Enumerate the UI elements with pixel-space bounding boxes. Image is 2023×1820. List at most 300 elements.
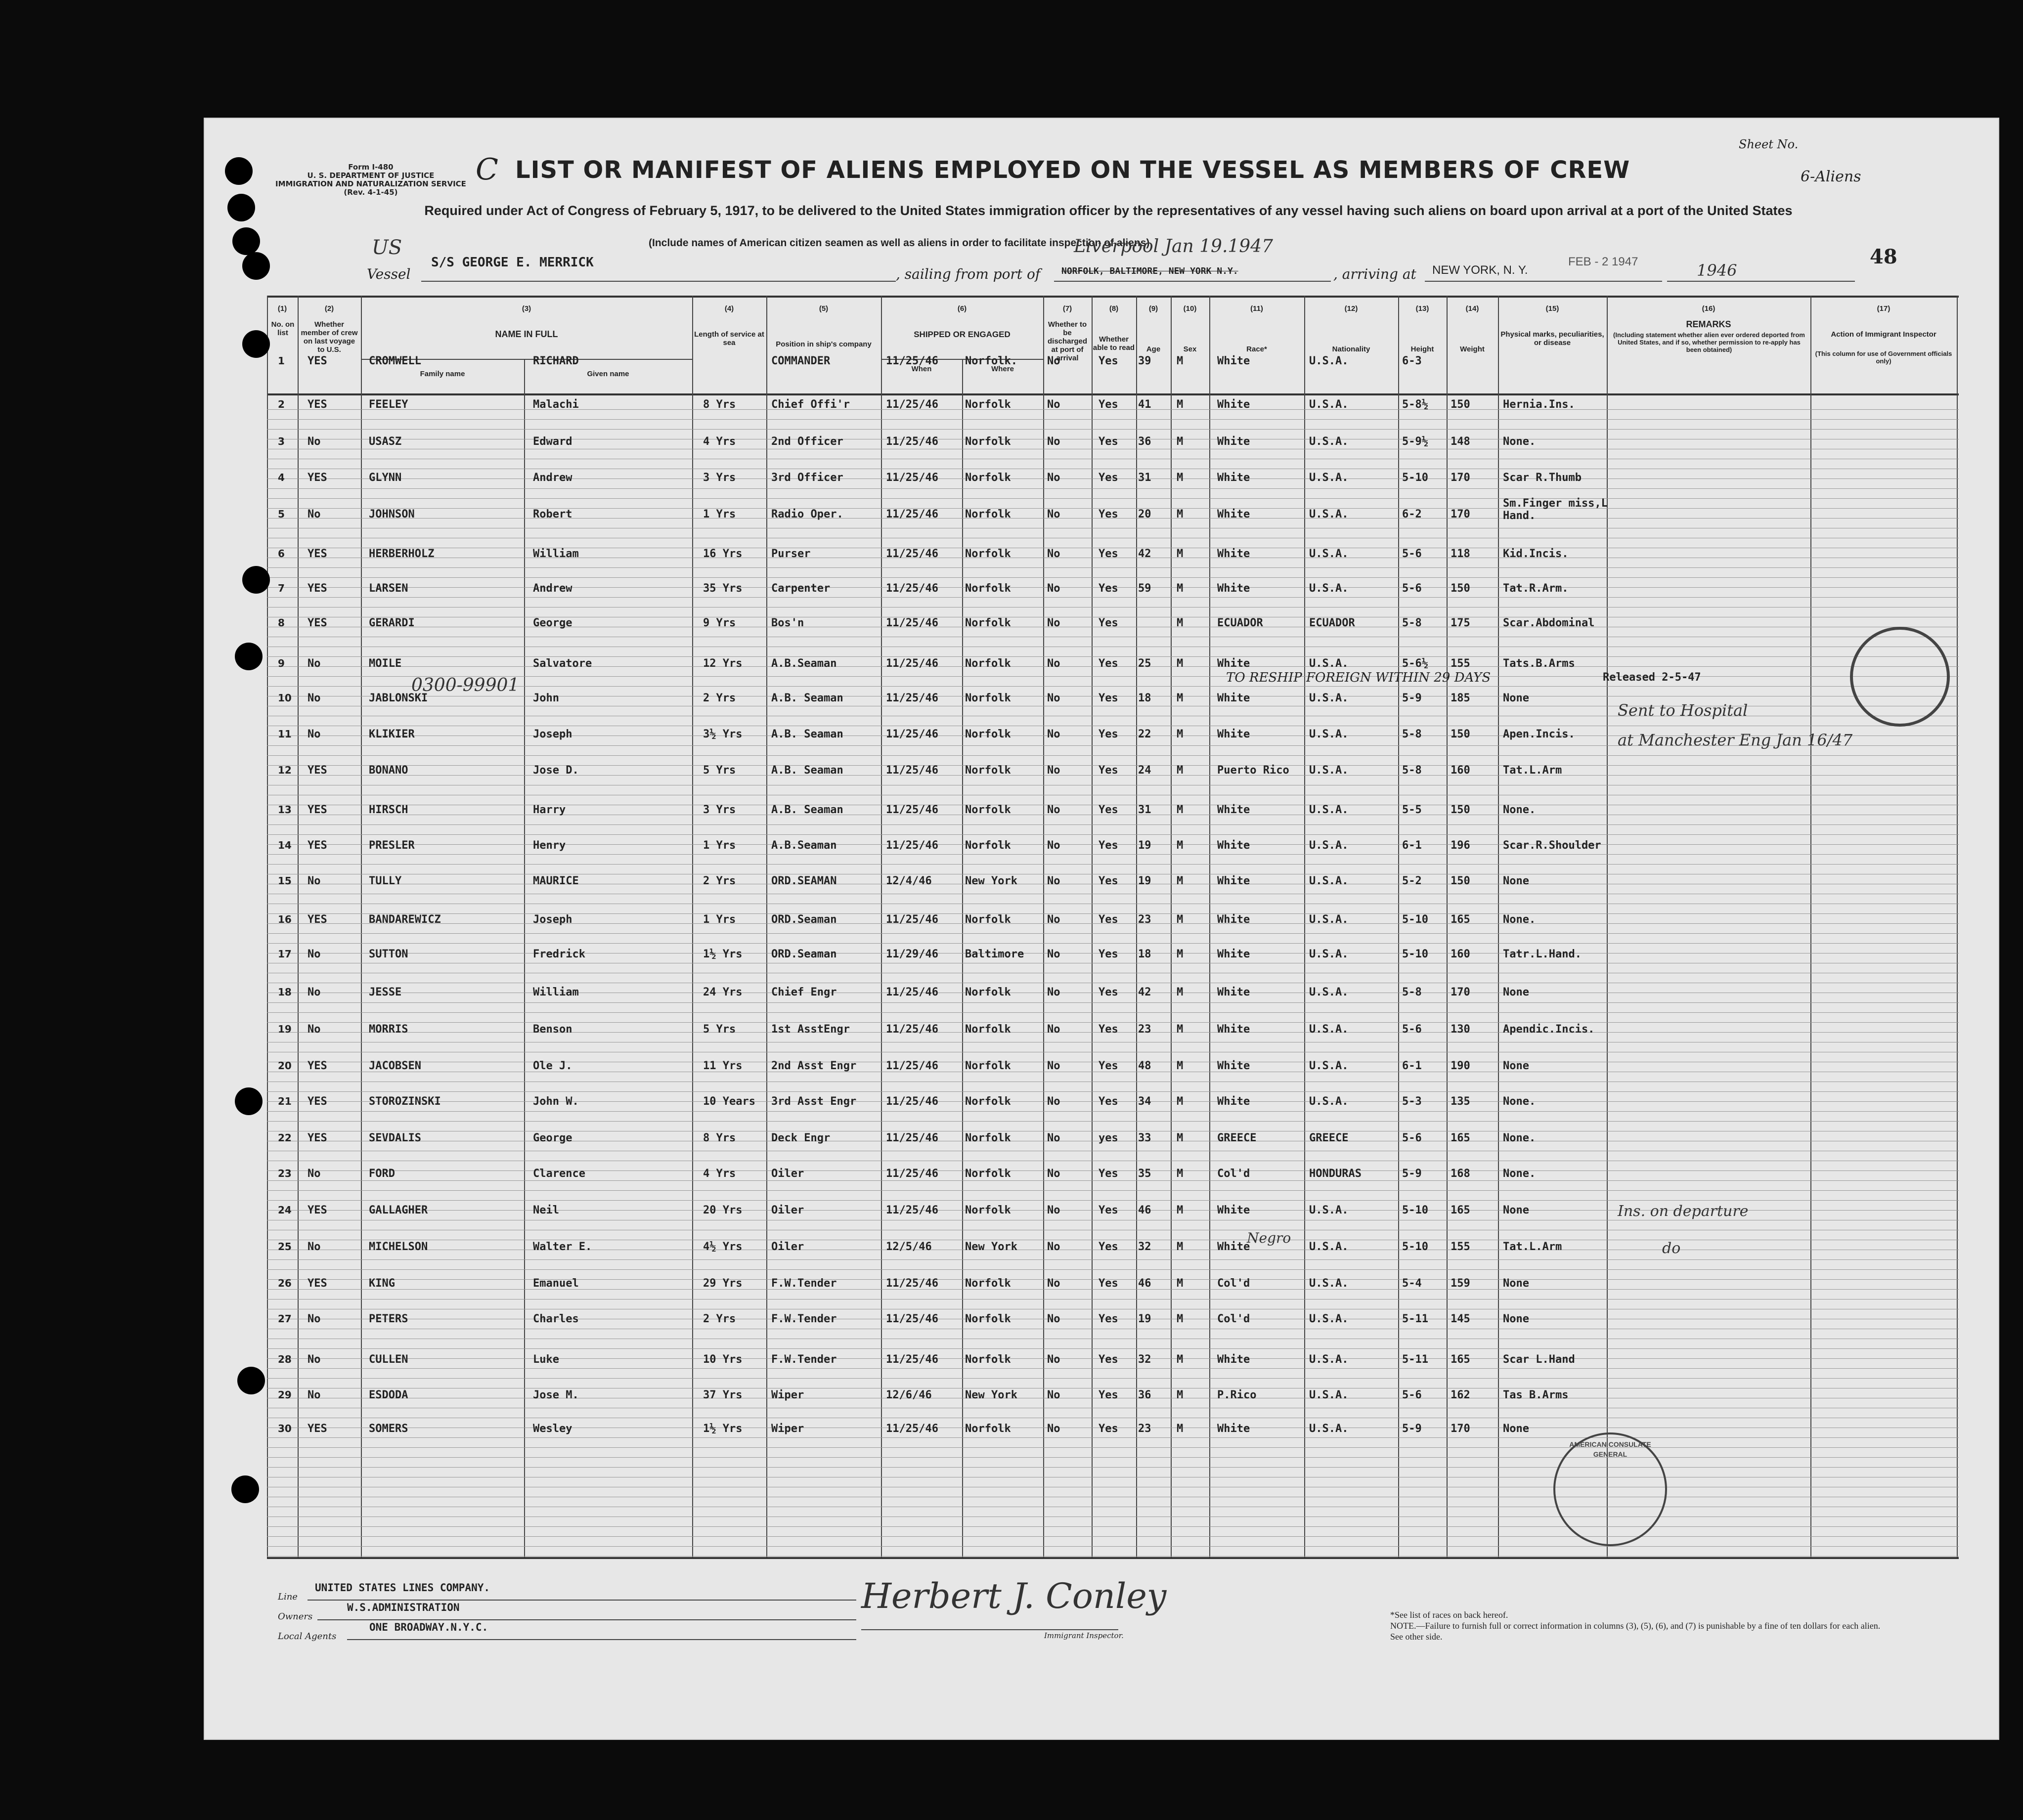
cell-sex: M <box>1177 355 1184 367</box>
col-num-11: (11) <box>1250 304 1263 313</box>
cell-given: Charles <box>533 1313 579 1325</box>
cell-read: Yes <box>1099 508 1118 520</box>
ruled-line <box>267 567 1959 568</box>
ruled-line <box>267 656 1959 657</box>
cell-read: Yes <box>1099 472 1118 484</box>
cell-crew: No <box>308 508 321 520</box>
cell-nationality: U.S.A. <box>1309 1277 1349 1290</box>
cell-crew: No <box>308 986 321 998</box>
cell-read: Yes <box>1099 1313 1118 1325</box>
cell-race: White <box>1217 435 1250 448</box>
cell-no: 6 <box>278 548 285 560</box>
ruled-line <box>267 1378 1959 1379</box>
cell-age: 42 <box>1138 986 1151 998</box>
cell-where: Norfolk <box>965 657 1011 670</box>
cell-no: 20 <box>278 1060 292 1072</box>
cell-service: 37 Yrs <box>703 1389 743 1401</box>
cell-height: 5-8 <box>1402 728 1422 740</box>
cell-when: 11/25/46 <box>886 764 938 777</box>
header-shipped-engaged: SHIPPED OR ENGAGED <box>914 330 1011 339</box>
cell-family: TULLY <box>369 875 402 887</box>
cell-when: 11/25/46 <box>886 508 938 520</box>
cell-family: FORD <box>369 1168 395 1180</box>
cell-height: 5-9½ <box>1402 435 1428 448</box>
cell-where: New York <box>965 1241 1017 1253</box>
cell-race: GREECE <box>1217 1132 1257 1144</box>
cell-no: 23 <box>278 1168 292 1179</box>
cell-crew: YES <box>308 1423 327 1435</box>
form-number: Form I-480 <box>348 163 394 172</box>
ruled-line <box>267 1556 1959 1557</box>
cell-height: 5-10 <box>1402 472 1428 484</box>
cell-height: 5-10 <box>1402 1241 1428 1253</box>
punch-hole <box>227 194 255 221</box>
header-position: Position in ship's company <box>776 340 872 348</box>
cell-race: Col'd <box>1217 1277 1250 1290</box>
cell-age: 19 <box>1138 1313 1151 1325</box>
ruled-line <box>267 1002 1959 1003</box>
cell-nationality: U.S.A. <box>1309 657 1349 670</box>
footer-owners-value: W.S.ADMINISTRATION <box>347 1602 460 1613</box>
cell-marks: None. <box>1503 1095 1536 1108</box>
cell-race: ECUADOR <box>1217 617 1263 629</box>
cell-age: 36 <box>1138 1389 1151 1401</box>
cell-height: 5-8 <box>1402 764 1422 777</box>
cell-sex: M <box>1177 1277 1184 1290</box>
cell-sex: M <box>1177 582 1184 595</box>
ruled-line <box>267 1190 1959 1191</box>
cell-marks: Scar.Abdominal <box>1503 617 1595 629</box>
ruled-line <box>267 1200 1959 1201</box>
cell-when: 11/25/46 <box>886 472 938 484</box>
ruled-line <box>267 676 1959 677</box>
footer-line-label: Line <box>278 1592 298 1602</box>
cell-position: Bos'n <box>771 617 804 629</box>
cell-marks: Hernia.Ins. <box>1503 398 1575 411</box>
cell-age: 23 <box>1138 913 1151 926</box>
cell-no: 8 <box>278 617 285 629</box>
col-num-17: (17) <box>1877 304 1891 313</box>
cell-nationality: U.S.A. <box>1309 728 1349 740</box>
cell-read: Yes <box>1099 1423 1118 1435</box>
cell-read: Yes <box>1099 913 1118 926</box>
cell-nationality: U.S.A. <box>1309 1060 1349 1072</box>
cell-nationality: U.S.A. <box>1309 948 1349 960</box>
col-num-3: (3) <box>522 304 531 313</box>
cell-family: GALLAGHER <box>369 1204 428 1216</box>
cell-discharge: No <box>1047 1095 1060 1108</box>
cell-race: White <box>1217 508 1250 520</box>
cell-sex: M <box>1177 398 1184 411</box>
cell-family: HERBERHOLZ <box>369 548 435 560</box>
cell-given: Jose M. <box>533 1389 579 1401</box>
header-when: When <box>911 365 932 373</box>
cell-sex: M <box>1177 1168 1184 1180</box>
cell-sex: M <box>1177 1353 1184 1366</box>
cell-height: 5-9 <box>1402 1168 1422 1180</box>
cell-no: 27 <box>278 1313 292 1325</box>
cell-family: MORRIS <box>369 1023 408 1036</box>
cell-position: 2nd Asst Engr <box>771 1060 857 1072</box>
cell-nationality: U.S.A. <box>1309 1204 1349 1216</box>
cell-race: White <box>1217 948 1250 960</box>
ruled-line <box>267 1437 1959 1438</box>
cell-position: A.B.Seaman <box>771 657 837 670</box>
header-height: Height <box>1410 345 1434 353</box>
cell-no: 21 <box>278 1095 292 1107</box>
cell-marks: Tat.L.Arm <box>1503 764 1562 777</box>
cell-where: Norfolk <box>965 582 1011 595</box>
cell-position: ORD.Seaman <box>771 913 837 926</box>
cell-race: White <box>1217 398 1250 411</box>
cell-when: 11/25/46 <box>886 1204 938 1216</box>
cell-where: Norfolk <box>965 839 1011 852</box>
cell-service: 5 Yrs <box>703 764 736 777</box>
cell-nationality: U.S.A. <box>1309 1023 1349 1036</box>
cell-service: 1 Yrs <box>703 913 736 926</box>
cell-service: 5 Yrs <box>703 1023 736 1036</box>
cell-race: White <box>1217 1353 1250 1366</box>
cell-where: Norfolk <box>965 1095 1011 1108</box>
cell-given: Malachi <box>533 398 579 411</box>
cell-marks: None. <box>1503 804 1536 816</box>
cell-discharge: No <box>1047 728 1060 740</box>
cell-age: 24 <box>1138 764 1151 777</box>
cell-no: 24 <box>278 1204 292 1216</box>
sailing-underline <box>1054 281 1331 282</box>
cell-crew: No <box>308 1168 321 1180</box>
cell-read: Yes <box>1099 875 1118 887</box>
cell-race: White <box>1217 1204 1250 1216</box>
cell-given: RICHARD <box>533 355 579 367</box>
sailing-label: , sailing from port of <box>896 266 1041 282</box>
cell-where: Norfolk <box>965 1313 1011 1325</box>
punch-hole <box>242 330 270 358</box>
ruled-line <box>267 686 1959 687</box>
header-action-detail: (This column for use of Government officials only) <box>1815 350 1952 365</box>
cell-sex: M <box>1177 875 1184 887</box>
cell-sex: M <box>1177 1060 1184 1072</box>
cell-sex: M <box>1177 1132 1184 1144</box>
cell-height: 5-11 <box>1402 1313 1428 1325</box>
cell-discharge: No <box>1047 398 1060 411</box>
cell-where: Norfolk <box>965 1204 1011 1216</box>
cell-no: 28 <box>278 1353 292 1365</box>
cell-weight: 155 <box>1451 657 1470 670</box>
cell-given: Henry <box>533 839 566 852</box>
cell-read: Yes <box>1099 804 1118 816</box>
cell-height: 5-10 <box>1402 913 1428 926</box>
header-where: Where <box>991 365 1014 373</box>
cell-service: 1½ Yrs <box>703 1423 743 1435</box>
cell-given: William <box>533 548 579 560</box>
cell-given: Clarence <box>533 1168 585 1180</box>
cell-given: Jose D. <box>533 764 579 777</box>
cell-marks: Kid.Incis. <box>1503 548 1569 560</box>
cell-where: Baltimore <box>965 948 1024 960</box>
cell-no: 9 <box>278 657 285 669</box>
cell-family: MICHELSON <box>369 1241 428 1253</box>
footer-line-value: UNITED STATES LINES COMPANY. <box>315 1582 490 1594</box>
cell-crew: No <box>308 435 321 448</box>
cell-given: Edward <box>533 435 572 448</box>
cell-crew: YES <box>308 804 327 816</box>
cell-weight: 160 <box>1451 948 1470 960</box>
cell-crew: YES <box>308 398 327 411</box>
col-num-8: (8) <box>1109 304 1119 313</box>
cell-read: yes <box>1099 1132 1118 1144</box>
cell-discharge: No <box>1047 1423 1060 1435</box>
cell-discharge: No <box>1047 804 1060 816</box>
cell-age: 31 <box>1138 472 1151 484</box>
cell-when: 11/25/46 <box>886 435 938 448</box>
cell-sex: M <box>1177 1389 1184 1401</box>
arriving-port: NEW YORK, N. Y. <box>1432 263 1528 277</box>
cell-position: Purser <box>771 548 811 560</box>
cell-position: Wiper <box>771 1389 804 1401</box>
cell-position: ORD.Seaman <box>771 948 837 960</box>
ruled-line <box>267 597 1959 598</box>
col-num-14: (14) <box>1465 304 1479 313</box>
cell-height: 5-6 <box>1402 582 1422 595</box>
column-divider <box>962 360 963 1557</box>
cell-race: White <box>1217 657 1250 670</box>
cell-nationality: U.S.A. <box>1309 913 1349 926</box>
cell-age: 34 <box>1138 1095 1151 1108</box>
header-length-service: Length of service at sea <box>694 330 764 347</box>
cell-weight: 175 <box>1451 617 1470 629</box>
cell-nationality: U.S.A. <box>1309 875 1349 887</box>
ruled-line <box>267 1180 1959 1181</box>
cell-race: White <box>1217 913 1250 926</box>
ruled-line <box>267 854 1959 855</box>
cell-nationality: GREECE <box>1309 1132 1349 1144</box>
sailing-port-typed: NORFOLK, BALTIMORE, NEW YORK N.Y. <box>1061 266 1238 276</box>
cell-weight: 160 <box>1451 764 1470 777</box>
cell-race: White <box>1217 472 1250 484</box>
cell-nationality: U.S.A. <box>1309 548 1349 560</box>
signature-underline <box>861 1629 1118 1630</box>
cell-marks: Tat.R.Arm. <box>1503 582 1569 595</box>
inspector-signature: Herbert J. Conley <box>861 1576 1167 1616</box>
cell-position: F.W.Tender <box>771 1353 837 1366</box>
cell-discharge: No <box>1047 582 1060 595</box>
cell-read: Yes <box>1099 1241 1118 1253</box>
cell-when: 11/25/46 <box>886 1168 938 1180</box>
cell-age: 20 <box>1138 508 1151 520</box>
cell-discharge: No <box>1047 692 1060 704</box>
cell-position: Chief Offi'r <box>771 398 850 411</box>
cell-weight: 170 <box>1451 472 1470 484</box>
cell-service: 1½ Yrs <box>703 948 743 960</box>
footer-line-underline <box>308 1600 856 1601</box>
cell-position: Oiler <box>771 1241 804 1253</box>
cell-when: 11/25/46 <box>886 804 938 816</box>
cell-weight: 155 <box>1451 1241 1470 1253</box>
ruled-line <box>267 864 1959 865</box>
cell-read: Yes <box>1099 1168 1118 1180</box>
cell-family: SEVDALIS <box>369 1132 421 1144</box>
cell-age: 22 <box>1138 728 1151 740</box>
cell-crew: YES <box>308 582 327 595</box>
cell-position: F.W.Tender <box>771 1313 837 1325</box>
cell-where: Norfolk <box>965 764 1011 777</box>
cell-where: Norfolk <box>965 1423 1011 1435</box>
cell-crew: YES <box>308 472 327 484</box>
ruled-line <box>267 1457 1959 1458</box>
cell-read: Yes <box>1099 986 1118 998</box>
cell-when: 11/25/46 <box>886 986 938 998</box>
cell-marks: None <box>1503 1423 1529 1435</box>
header-given-name: Given name <box>587 370 629 378</box>
table-header-bottom <box>267 393 1959 395</box>
cell-family: BONANO <box>369 764 408 777</box>
cell-family: JOHNSON <box>369 508 415 520</box>
col-num-12: (12) <box>1344 304 1358 313</box>
footer-agents-underline <box>347 1639 856 1640</box>
cell-weight: 150 <box>1451 728 1470 740</box>
cell-discharge: No <box>1047 617 1060 629</box>
cell-service: 24 Yrs <box>703 986 743 998</box>
cell-age: 33 <box>1138 1132 1151 1144</box>
cell-weight: 165 <box>1451 913 1470 926</box>
punch-hole <box>242 252 270 280</box>
cell-age: 23 <box>1138 1023 1151 1036</box>
form-identifier <box>275 163 466 197</box>
cell-discharge: No <box>1047 839 1060 852</box>
cell-marks: None <box>1503 1277 1529 1290</box>
ruled-line <box>267 577 1959 578</box>
cell-discharge: No <box>1047 1132 1060 1144</box>
cell-given: Salvatore <box>533 657 592 670</box>
cell-no: 13 <box>278 804 292 816</box>
cell-family: SOMERS <box>369 1423 408 1435</box>
include-note: (Include names of American citizen seamen as well as aliens in order to facilitate inspection of aliens) <box>649 237 1150 249</box>
cell-read: Yes <box>1099 728 1118 740</box>
cell-no: 15 <box>278 875 292 887</box>
cell-position: 1st AsstEngr <box>771 1023 850 1036</box>
cell-given: Andrew <box>533 582 572 595</box>
cell-where: Norfolk <box>965 1168 1011 1180</box>
cell-nationality: U.S.A. <box>1309 582 1349 595</box>
cell-given: John W. <box>533 1095 579 1108</box>
ruled-line <box>267 933 1959 934</box>
cell-sex: M <box>1177 839 1184 852</box>
cell-marks: Tatr.L.Hand. <box>1503 948 1582 960</box>
cell-sex: M <box>1177 617 1184 629</box>
cell-race: White <box>1217 1023 1250 1036</box>
cell-given: William <box>533 986 579 998</box>
cell-given: George <box>533 617 572 629</box>
cell-where: Norfolk <box>965 435 1011 448</box>
cell-no: 11 <box>278 728 292 740</box>
ruled-line <box>267 1368 1959 1369</box>
consulate-stamp-top <box>1850 627 1950 727</box>
cell-position: Oiler <box>771 1204 804 1216</box>
cell-where: Norfolk <box>965 692 1011 704</box>
cell-where: Norfolk <box>965 617 1011 629</box>
year-underline <box>1667 281 1855 282</box>
department-name: U. S. DEPARTMENT OF JUSTICE <box>307 171 435 180</box>
cell-nationality: U.S.A. <box>1309 986 1349 998</box>
cell-when: 12/5/46 <box>886 1241 932 1253</box>
cell-when: 11/25/46 <box>886 582 938 595</box>
row8-reship-annotation: TO RESHIP FOREIGN WITHIN 29 DAYS <box>1226 670 1491 685</box>
cell-weight: 190 <box>1451 1060 1470 1072</box>
row8-released-annotation: Released 2-5-47 <box>1603 671 1701 684</box>
cell-weight: 170 <box>1451 986 1470 998</box>
cell-discharge: No <box>1047 355 1060 367</box>
header-race: Race* <box>1246 345 1267 353</box>
cell-marks: None. <box>1503 1168 1536 1180</box>
cell-service: 3½ Yrs <box>703 728 743 740</box>
cell-marks: Tas B.Arms <box>1503 1389 1569 1401</box>
cell-sex: M <box>1177 1095 1184 1108</box>
cell-race: White <box>1217 804 1250 816</box>
cell-weight: 159 <box>1451 1277 1470 1290</box>
sailing-port-handwritten: Liverpool Jan 19.1947 <box>1074 236 1274 257</box>
ruled-line <box>267 1447 1959 1448</box>
cell-where: Norfolk. <box>965 355 1017 367</box>
page-subtitle: Required under Act of Congress of February 5, 1917, to be delivered to the United States immigration officer by the representatives of any vessel having such aliens on board upon arrival at a port of the United States <box>424 203 1793 218</box>
cell-when: 11/25/46 <box>886 1423 938 1435</box>
cell-age: 41 <box>1138 398 1151 411</box>
cell-when: 11/25/46 <box>886 617 938 629</box>
header-weight: Weight <box>1460 345 1485 353</box>
cell-position: COMMANDER <box>771 355 831 367</box>
cell-marks: Scar L.Hand <box>1503 1353 1575 1366</box>
cell-family: BANDAREWICZ <box>369 913 441 926</box>
cell-marks: None <box>1503 986 1529 998</box>
cell-given: Emanuel <box>533 1277 579 1290</box>
cell-crew: YES <box>308 1095 327 1108</box>
header-name-in-full: NAME IN FULL <box>495 329 558 339</box>
cell-crew: No <box>308 657 321 670</box>
cell-age: 25 <box>1138 657 1151 670</box>
vessel-underline <box>421 281 896 282</box>
header-action-inspector: Action of Immigrant Inspector <box>1831 330 1936 339</box>
cell-height: 5-10 <box>1402 1204 1428 1216</box>
row8-hospital-annotation: Sent to Hospital <box>1618 701 1748 720</box>
header-remarks: REMARKS <box>1686 319 1731 329</box>
cell-position: Wiper <box>771 1423 804 1435</box>
cell-where: Norfolk <box>965 986 1011 998</box>
cell-no: 29 <box>278 1389 292 1401</box>
cell-height: 6-2 <box>1402 508 1422 520</box>
cell-height: 5-6 <box>1402 548 1422 560</box>
cell-crew: YES <box>308 1277 327 1290</box>
cell-read: Yes <box>1099 435 1118 448</box>
cell-family: JABLONSKI <box>369 692 428 704</box>
col-num-7: (7) <box>1062 304 1072 313</box>
cell-service: 9 Yrs <box>703 617 736 629</box>
cell-service: 4½ Yrs <box>703 1241 743 1253</box>
cell-read: Yes <box>1099 1023 1118 1036</box>
cell-crew: YES <box>308 839 327 852</box>
cell-race: White <box>1217 1060 1250 1072</box>
cell-marks: None. <box>1503 435 1536 448</box>
cell-marks: None <box>1503 692 1529 704</box>
cell-sex: M <box>1177 764 1184 777</box>
cell-marks: None <box>1503 1060 1529 1072</box>
inspector-label: Immigrant Inspector. <box>1044 1631 1124 1640</box>
cell-read: Yes <box>1099 1095 1118 1108</box>
cell-weight: 170 <box>1451 1423 1470 1435</box>
cell-family: STOROZINSKI <box>369 1095 441 1108</box>
cell-sex: M <box>1177 728 1184 740</box>
cell-read: Yes <box>1099 1204 1118 1216</box>
cell-position: 2nd Officer <box>771 435 843 448</box>
